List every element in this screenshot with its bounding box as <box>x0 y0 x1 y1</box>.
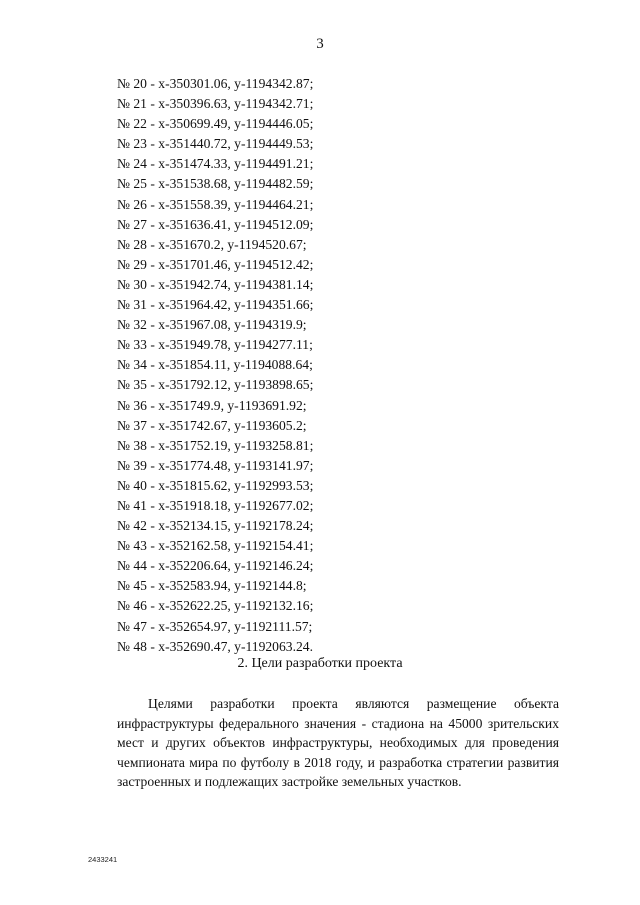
coordinate-item: № 25 - x-351538.68, y-1194482.59; <box>117 176 314 192</box>
coordinate-item: № 28 - x-351670.2, y-1194520.67; <box>117 236 307 252</box>
document-code: 2433241 <box>88 855 118 864</box>
coordinate-item: № 41 - x-351918.18, y-1192677.02; <box>117 497 314 513</box>
coordinate-item: № 23 - x-351440.72, y-1194449.53; <box>117 136 314 152</box>
coordinate-item: № 20 - x-350301.06, y-1194342.87; <box>117 76 314 91</box>
coordinate-item: № 37 - x-351742.67, y-1193605.2; <box>117 417 307 433</box>
coordinate-item: № 26 - x-351558.39, y-1194464.21; <box>117 196 314 212</box>
coordinate-item: № 45 - x-352583.94, y-1192144.8; <box>117 578 307 594</box>
coordinate-item: № 24 - x-351474.33, y-1194491.21; <box>117 156 314 172</box>
coordinate-item: № 35 - x-351792.12, y-1193898.65; <box>117 377 314 393</box>
coordinate-item: № 21 - x-350396.63, y-1194342.71; <box>117 96 314 112</box>
coordinate-list <box>117 74 313 657</box>
coordinate-item: № 34 - x-351854.11, y-1194088.64; <box>117 357 313 373</box>
coordinate-item: № 38 - x-351752.19, y-1193258.81; <box>117 437 314 453</box>
coordinate-item: № 48 - x-352690.47, y-1192063.24. <box>117 638 313 654</box>
coordinate-item: № 36 - x-351749.9, y-1193691.92; <box>117 397 307 413</box>
coordinate-item: № 22 - x-350699.49, y-1194446.05; <box>117 116 314 132</box>
coordinate-item: № 40 - x-351815.62, y-1192993.53; <box>117 477 314 493</box>
body-paragraph: Целями разработки проекта являются размещение объекта инфраструктуры федерального значения - стадиона на 45000 зрительских мест и других объектов инфраструктуры, необходимых для проведения чемпионата мира по футболу в 2018 году, и разработка стратегии развития застроенных и подлежащих застройке земельных участков. <box>117 696 559 790</box>
coordinate-item: № 30 - x-351942.74, y-1194381.14; <box>117 276 314 292</box>
coordinate-item: № 47 - x-352654.97, y-1192111.57; <box>117 618 313 634</box>
coordinate-item: № 31 - x-351964.42, y-1194351.66; <box>117 297 314 313</box>
page-number: 3 <box>316 36 324 52</box>
coordinate-item: № 46 - x-352622.25, y-1192132.16; <box>117 598 314 614</box>
coordinate-item: № 44 - x-352206.64, y-1192146.24; <box>117 558 314 574</box>
coordinate-item: № 39 - x-351774.48, y-1193141.97; <box>117 457 314 473</box>
coordinate-item: № 32 - x-351967.08, y-1194319.9; <box>117 317 307 333</box>
section-heading: 2. Цели разработки проекта <box>237 656 403 671</box>
coordinate-item: № 33 - x-351949.78, y-1194277.11; <box>117 337 313 353</box>
coordinate-item: № 27 - x-351636.41, y-1194512.09; <box>117 216 314 232</box>
coordinate-item: № 42 - x-352134.15, y-1192178.24; <box>117 518 314 534</box>
coordinate-item: № 29 - x-351701.46, y-1194512.42; <box>117 256 314 272</box>
coordinate-item: № 43 - x-352162.58, y-1192154.41; <box>117 538 314 554</box>
